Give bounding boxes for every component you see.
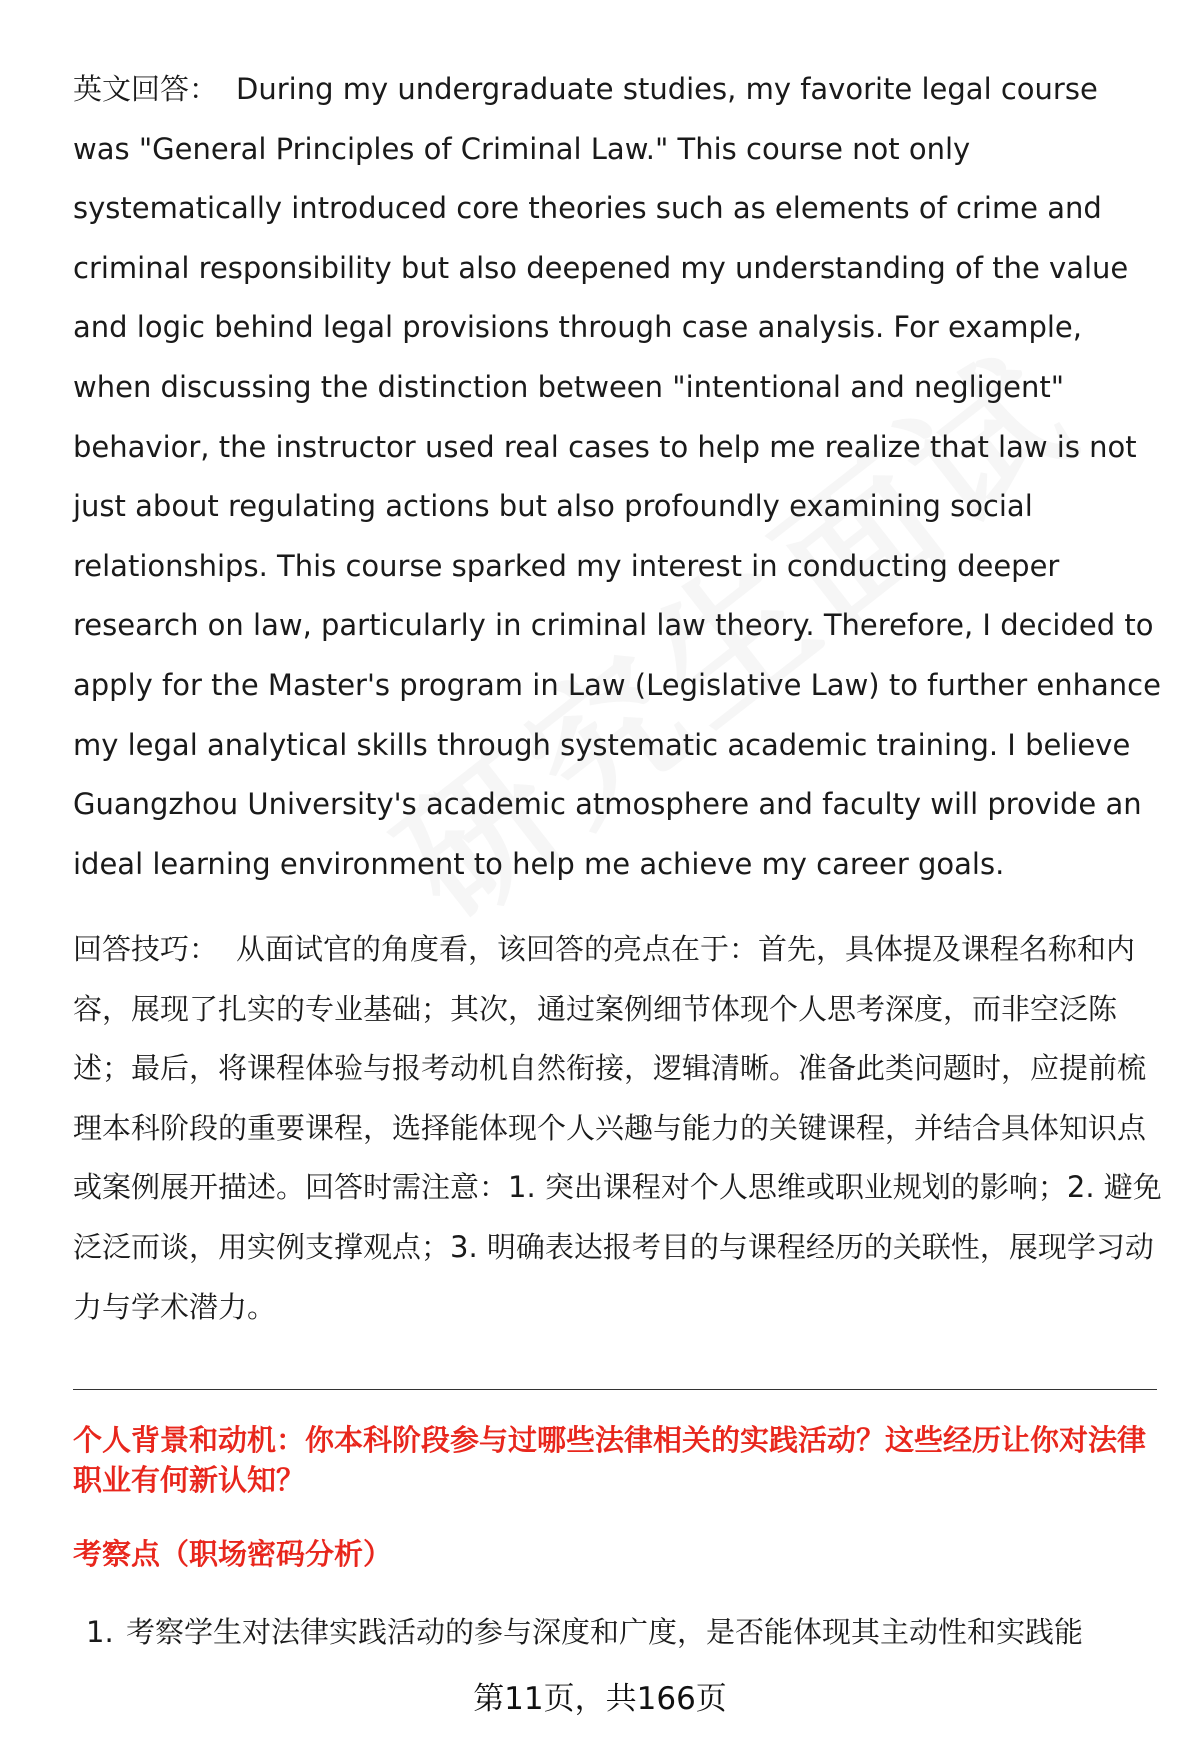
english-answer-label: 英文回答：	[73, 72, 219, 106]
tips-label: 回答技巧：	[73, 932, 219, 966]
list-item	[86, 1612, 1156, 1652]
tips-text: 从面试官的角度看，该回答的亮点在于：首先，具体提及课程名称和内容，展现了扎实的专业基础；其次，通过案例细节体现个人思考深度，而非空泛陈述；最后，将课程体验与报考动机自然衔接，逻辑清晰。准备此类问题时，应提前梳理本科阶段的重要课程，选择能体现个人兴趣与能力的关键课程，并结合具体知识点或案例展开描述。回答时需注意：1. 突出课程对个人思维或职业规划的影响；2. 避免泛泛而谈，用实例支撑观点；3. 明确表达报考目的与课程经历的关联性，展现学习动力与学术潜力。	[73, 932, 1162, 1324]
english-answer-text: During my undergraduate studies, my favorite legal course was "General Principles of Criminal Law." This course not only systematically introduced core theories such as elements of crime and criminal responsibility but also deepened my understanding of the value and logic behind legal provisions through case analysis. For example, when discussing the distinction between "intentional and negligent" behavior, the instructor used real cases to help me realize that law is not just about regulating actions but also profoundly examining social relationships. This course sparked my interest in conducting deeper research on law, particularly in criminal law theory. Therefore, I decided to apply for the Master's program in Law (Legislative Law) to further enhance my legal analytical skills through systematic academic training. I believe Guangzhou University's academic atmosphere and faculty will provide an ideal learning environment to help me achieve my career goals.	[73, 72, 1161, 881]
list-item-text: 考察学生对法律实践活动的参与深度和广度，是否能体现其主动性和实践能	[126, 1615, 1084, 1649]
section-title: 考察点（职场密码分析）	[73, 1537, 393, 1571]
list-number: 1.	[86, 1615, 114, 1649]
question-heading: 个人背景和动机：你本科阶段参与过哪些法律相关的实践活动？这些经历让你对法律职业有何新认知？	[73, 1423, 1147, 1497]
tips-paragraph	[73, 920, 1163, 1337]
page-number-footer: 第11页，共166页	[473, 1681, 727, 1717]
section-divider	[73, 1389, 1157, 1390]
english-answer-paragraph	[73, 60, 1163, 894]
